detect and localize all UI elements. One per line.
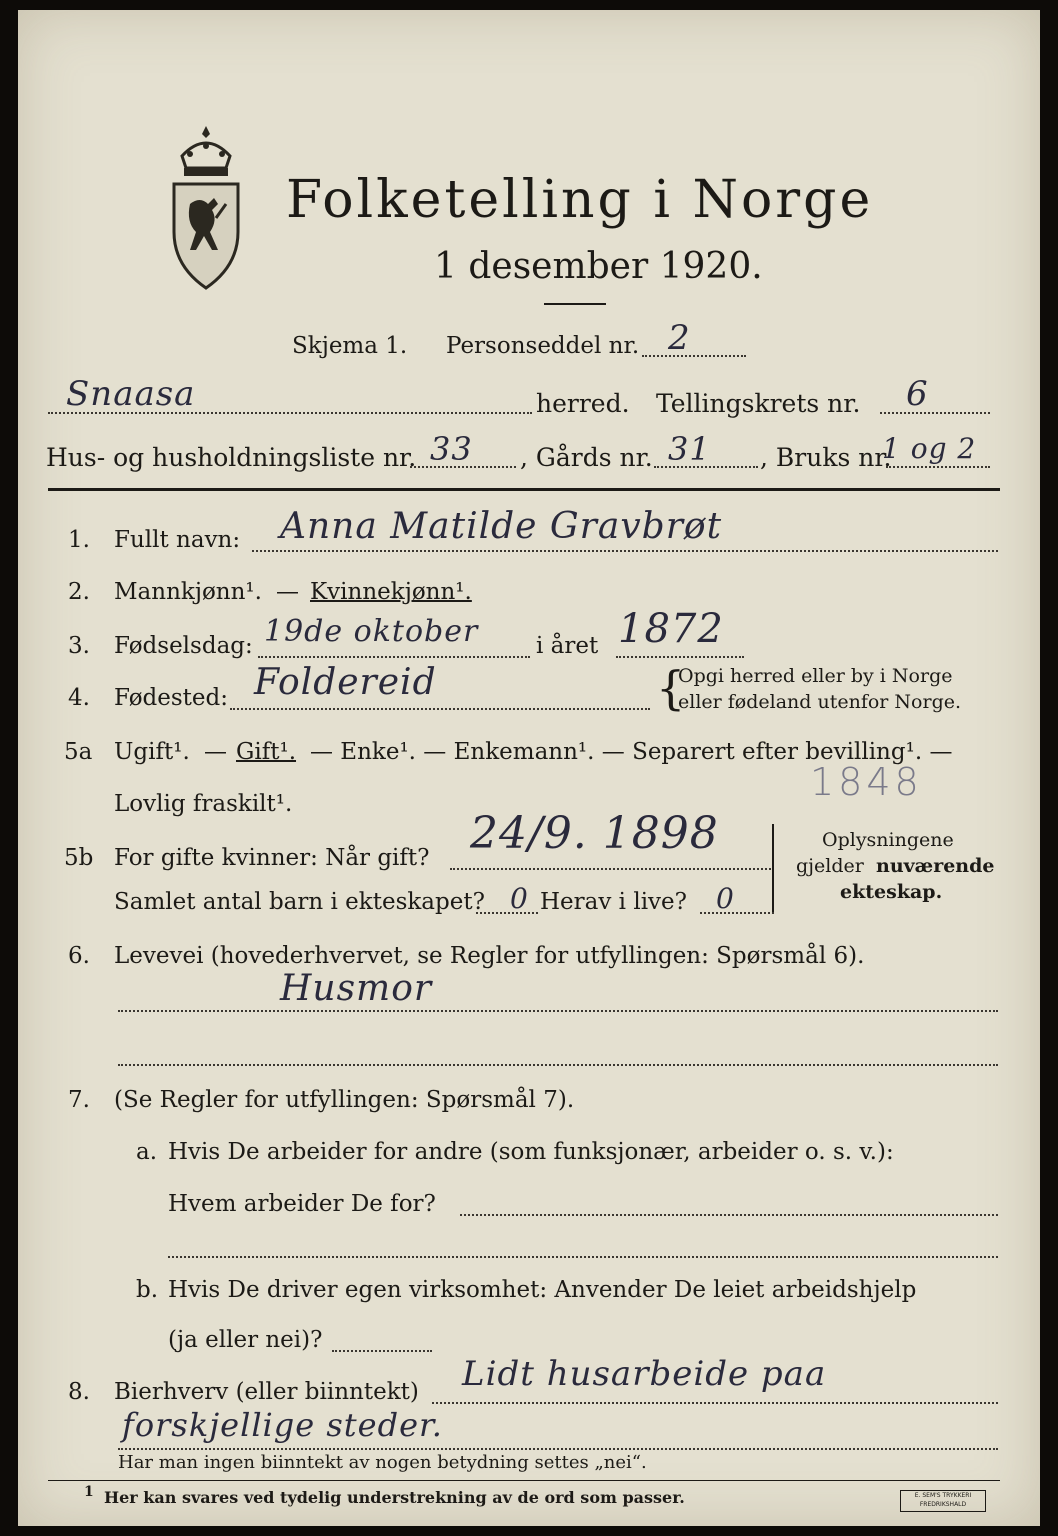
q7a-line1: Hvis De arbeider for andre (som funksjonær, arbeider o. s. v.): [168,1139,894,1165]
q5b-married-date[interactable]: 24/9. 1898 [470,808,719,859]
q6-line2 [118,1064,998,1066]
q5b-note-line2a: gjelder [796,855,864,877]
q5b-label: For gifte kvinner: Når gift? [114,845,430,871]
q4-note-brace: { [656,661,686,715]
q2-separator: — [276,579,299,605]
q5a-ugift-option[interactable]: Ugift¹. [114,739,190,765]
q5b-number: 5b [64,845,94,871]
q8-side-income-line2[interactable]: forskjellige steder. [122,1406,443,1444]
q5b-alive-line [700,912,774,914]
q5a-gift-option-selected[interactable]: Gift¹. [236,739,297,765]
q8-number: 8. [68,1379,90,1405]
q4-number: 4. [68,685,90,711]
q4-note-line1: Opgi herred eller by i Norge [678,665,953,687]
census-date: 1 desember 1920. [434,246,763,287]
q5a-line2[interactable]: Lovlig fraskilt¹. [114,791,293,817]
q3-year-label: i året [536,633,599,659]
census-form [18,10,1040,1526]
q6-line1 [118,1010,998,1012]
q3-day-line [258,656,530,658]
q2-female-option-selected[interactable]: Kvinnekjønn¹. [310,579,472,605]
q2-male-option[interactable]: Mannkjønn¹. [114,579,262,605]
q3-birth-year[interactable]: 1872 [618,606,724,652]
q5b-children-value[interactable]: 0 [510,882,529,915]
q7-label: (Se Regler for utfyllingen: Spørsmål 7). [114,1087,575,1113]
q7b-letter: b. [136,1277,159,1303]
q5a-separator: — [204,739,227,765]
q7a-answer-line1 [460,1214,998,1216]
gards-value[interactable]: 31 [668,430,711,468]
q3-number: 3. [68,633,90,659]
tellingskrets-line [880,412,990,414]
q1-full-name[interactable]: Anna Matilde Gravbrøt [280,506,723,547]
title-divider [544,303,606,305]
hus-label: Hus- og husholdningsliste nr. [46,443,417,472]
bruks-label: , Bruks nr. [760,443,892,472]
q7-number: 7. [68,1087,90,1113]
q7b-line1: Hvis De driver egen virksomhet: Anvender De leiet arbeidshjelp [168,1277,917,1303]
printer-stamp-line1: E. SEM'S TRYKKERI [914,1492,972,1499]
personseddel-value[interactable]: 2 [668,318,691,358]
q6-number: 6. [68,943,90,969]
q8-note: Har man ingen biinntekt av nogen betydning settes „nei“. [118,1452,647,1473]
herred-label: herred. [536,389,630,418]
printer-stamp-line2: FREDRIKSHALD [919,1501,967,1508]
q5b-note-line3: ekteskap. [840,881,943,903]
q4-line [230,708,650,710]
q5a-other-options[interactable]: — Enke¹. — Enkemann¹. — Separert efter bevilling¹. — [310,739,953,765]
form-title: Folketelling i Norge [286,170,874,230]
gards-label: , Gårds nr. [520,443,653,472]
section-divider [48,488,1000,491]
tellingskrets-label: Tellingskrets nr. [656,389,861,418]
q7a-letter: a. [136,1139,158,1165]
q5b-children-label: Samlet antal barn i ekteskapet? [114,889,485,915]
q5b-note-line1: Oplysningene [822,829,954,851]
skjema-label: Skjema 1. [292,333,408,359]
q2-number: 2. [68,579,90,605]
q8-line1 [432,1402,998,1404]
q5a-number: 5a [64,739,93,765]
q3-birth-day[interactable]: 19de oktober [264,614,479,649]
q6-occupation[interactable]: Husmor [280,968,433,1009]
hus-value[interactable]: 33 [430,430,473,468]
q4-note-line2: eller fødeland utenfor Norge. [678,691,962,713]
coat-of-arms-icon [168,122,244,292]
q3-year-line [616,656,744,658]
personseddel-label: Personseddel nr. [446,333,640,359]
q1-number: 1. [68,527,90,553]
tellingskrets-value[interactable]: 6 [906,374,929,414]
q5b-alive-label: Herav i live? [540,889,687,915]
personseddel-line [642,355,746,357]
q8-side-income-line1[interactable]: Lidt husarbeide paa [462,1354,827,1394]
footnote-text: Her kan svares ved tydelig understrekning av de ord som passer. [104,1488,685,1507]
q5b-note-bracket [772,824,774,912]
herred-value[interactable]: Snaasa [66,374,196,414]
q3-label: Fødselsdag: [114,633,253,659]
q5b-alive-value[interactable]: 0 [716,882,735,915]
q5b-note-line2b: nuværende [876,855,995,877]
q8-label: Bierhverv (eller biinntekt) [114,1379,419,1405]
q1-label: Fullt navn: [114,527,241,553]
bruks-value[interactable]: 1 og 2 [882,432,977,465]
q4-birthplace[interactable]: Foldereid [254,662,437,703]
q5b-married-line [450,868,774,870]
footnote-divider [48,1480,1000,1481]
q7b-line2: (ja eller nei)? [168,1327,323,1353]
printer-stamp [900,1490,986,1512]
q1-line [252,550,998,552]
q5a-annotation: 1848 [810,760,923,804]
q7a-answer-line2 [168,1256,998,1258]
footnote-marker: 1 [84,1484,94,1500]
q7b-answer-line [332,1350,432,1352]
bruks-line [886,466,990,468]
q6-label: Levevei (hovederhvervet, se Regler for utfyllingen: Spørsmål 6). [114,943,865,969]
q4-label: Fødested: [114,685,229,711]
q7a-line2: Hvem arbeider De for? [168,1191,436,1217]
